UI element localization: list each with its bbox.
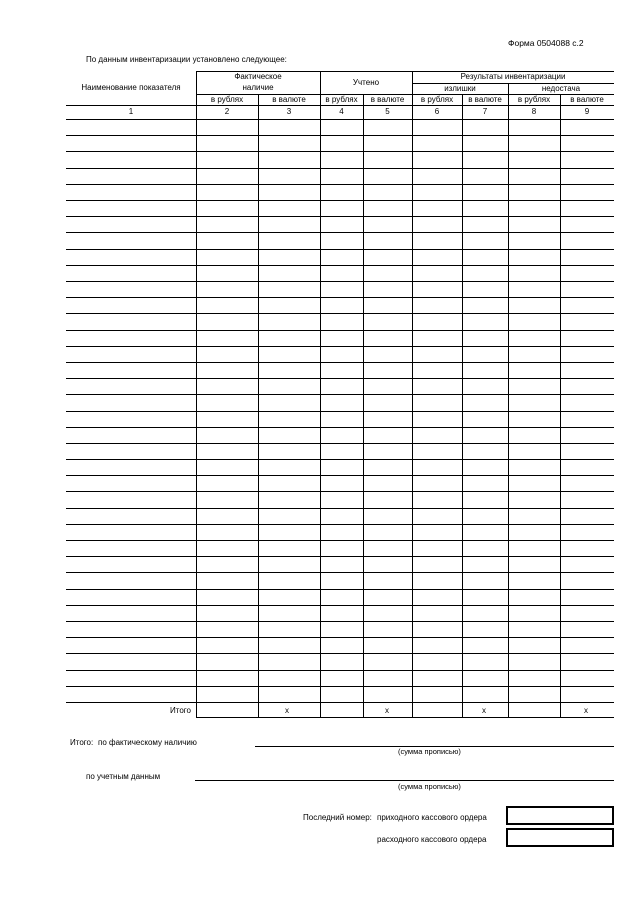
results-header: Результаты инвентаризации (460, 72, 566, 81)
total-row-label: Итого (170, 706, 191, 715)
table-row (66, 540, 614, 541)
subcol-cur-5: в валюте (370, 95, 405, 104)
table-row (66, 475, 614, 476)
total-x-col9: х (584, 706, 588, 715)
subcol-cur-9: в валюте (570, 95, 604, 104)
table-row (66, 281, 614, 282)
col-number-6: 6 (434, 107, 440, 116)
subcol-rub-8: в рублях (517, 95, 551, 104)
table-row (66, 184, 614, 185)
subcol-rub-4: в рублях (325, 95, 358, 104)
incoming-order-number-box[interactable] (506, 806, 614, 825)
col-number-3: 3 (286, 107, 292, 116)
shortage-header: недостача (541, 84, 581, 93)
table-row (66, 362, 614, 363)
outgoing-order-number-box[interactable] (506, 828, 614, 847)
table-row (66, 168, 614, 169)
table-row (66, 702, 614, 703)
col-number-5: 5 (385, 107, 390, 116)
table-row (66, 151, 614, 152)
table-row (66, 313, 614, 314)
surplus-header: излишки (444, 84, 476, 93)
table-row (66, 378, 614, 379)
total-x-col3: х (285, 706, 289, 715)
subcol-cur-7: в валюте (468, 95, 502, 104)
table-row (66, 491, 614, 492)
totals-label: Итого: (70, 738, 94, 747)
table-row (66, 265, 614, 266)
table-row (66, 637, 614, 638)
table-row (66, 605, 614, 606)
fact-header-line1: Фактическое (234, 72, 282, 81)
intro-text: По данным инвентаризации установлено следующее: (86, 55, 287, 64)
table-row (66, 508, 614, 509)
table-row (66, 686, 614, 687)
col-number-7: 7 (482, 107, 488, 116)
table-row (66, 216, 614, 217)
table-row (66, 572, 614, 573)
col-number-4: 4 (339, 107, 344, 116)
col-number-1: 1 (128, 107, 134, 116)
col-number-9: 9 (584, 107, 590, 116)
total-x-col7: х (482, 706, 486, 715)
totals-by-accounts-label: по учетным данным (86, 772, 161, 781)
table-row (66, 443, 614, 444)
subcol-rub-2: в рублях (210, 95, 244, 104)
fact-header-line2: наличие (242, 83, 274, 92)
totals-by-fact-label: по фактическому наличию (98, 738, 197, 747)
table-row (66, 346, 614, 347)
table-row (66, 556, 614, 557)
accounted-header: Учтено (352, 78, 380, 87)
total-x-col5: х (385, 706, 389, 715)
table-row (66, 459, 614, 460)
subcol-cur-3: в валюте (272, 95, 306, 104)
col-number-8: 8 (531, 107, 537, 116)
table-row (66, 621, 614, 622)
last-number-label: Последний номер: (303, 813, 372, 822)
table-row (66, 135, 614, 136)
table-row (66, 200, 614, 201)
table-row (66, 427, 614, 428)
table-row (66, 670, 614, 671)
sum-words-hint-2: (сумма прописью) (398, 782, 461, 791)
table-row (66, 524, 614, 525)
sum-words-hint-1: (сумма прописью) (398, 747, 461, 756)
table-row (66, 653, 614, 654)
table-row (66, 330, 614, 331)
incoming-order-label: приходного кассового ордера (377, 813, 487, 822)
table-row (66, 394, 614, 395)
table-row (66, 411, 614, 412)
outgoing-order-label: расходного кассового ордера (377, 835, 487, 844)
table-row (66, 297, 614, 298)
col-name-header: Наименование показателя (81, 83, 181, 92)
subcol-rub-6: в рублях (420, 95, 454, 104)
table-row (66, 589, 614, 590)
table-row (66, 249, 614, 250)
by-accounts-sum-line[interactable] (195, 780, 614, 781)
table-row (66, 232, 614, 233)
col-number-2: 2 (224, 107, 230, 116)
form-code: Форма 0504088 с.2 (508, 38, 584, 48)
